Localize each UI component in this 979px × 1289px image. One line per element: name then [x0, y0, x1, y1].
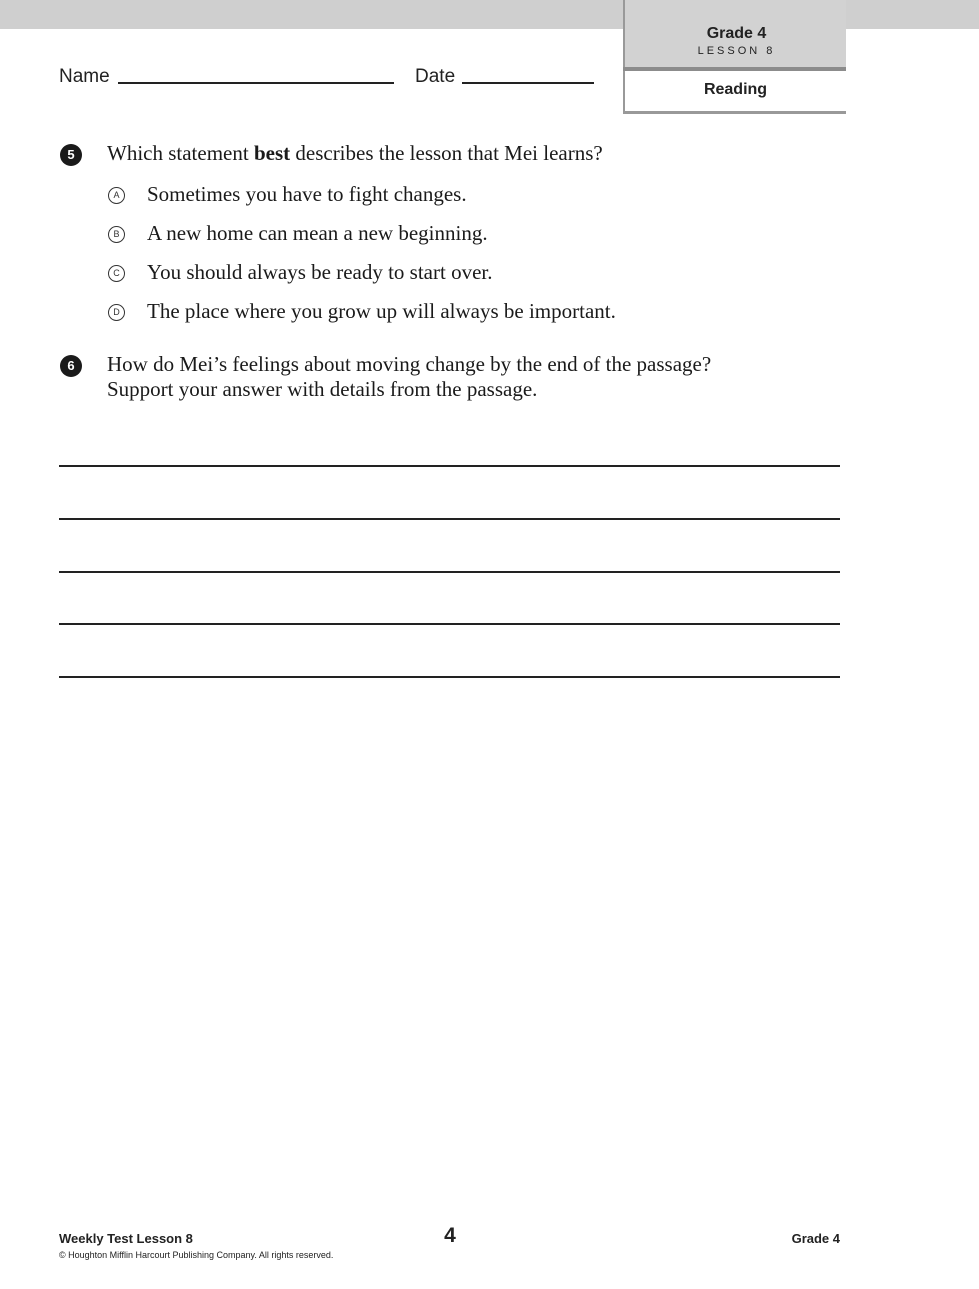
option-b-text[interactable]: A new home can mean a new beginning. [147, 221, 488, 245]
question-6-number: 6 [60, 355, 82, 377]
question-5-number: 5 [60, 144, 82, 166]
answer-line[interactable] [59, 465, 840, 467]
date-label: Date [415, 66, 456, 87]
tab-grade: Grade 4 [706, 25, 767, 42]
option-a-text[interactable]: Sometimes you have to fight changes. [147, 182, 467, 206]
option-d-bubble[interactable]: D [108, 304, 125, 321]
grade-lesson-tab [623, 0, 846, 114]
footer-test-name: Weekly Test Lesson 8 [59, 1231, 193, 1246]
question-5-text-bold: best [253, 141, 291, 165]
name-label: Name [59, 66, 110, 87]
question-5-prompt [107, 141, 603, 166]
question-5-text-before: Which statement [107, 141, 254, 165]
tab-lower [623, 71, 846, 114]
footer-grade: Grade 4 [791, 1231, 840, 1246]
tab-subject: Reading [703, 81, 768, 98]
option-a-bubble[interactable]: A [108, 187, 125, 204]
option-d-text[interactable]: The place where you grow up will always be important. [147, 299, 616, 323]
page-number: 4 [444, 1224, 456, 1247]
question-5-text-after: describes the lesson that Mei learns? [290, 141, 603, 165]
tab-upper [623, 0, 846, 67]
option-b-bubble[interactable]: B [108, 226, 125, 243]
answer-line[interactable] [59, 518, 840, 520]
answer-line[interactable] [59, 571, 840, 573]
option-c-bubble[interactable]: C [108, 265, 125, 282]
date-field[interactable] [462, 82, 594, 84]
answer-line[interactable] [59, 676, 840, 678]
footer-copyright: © Houghton Mifflin Harcourt Publishing Company. All rights reserved. [59, 1250, 334, 1260]
tab-lesson: LESSON 8 [697, 45, 776, 57]
question-6-line-2: Support your answer with details from the passage. [107, 377, 538, 401]
answer-line[interactable] [59, 623, 840, 625]
question-6-line-1: How do Mei’s feelings about moving change by the end of the passage? [107, 352, 712, 376]
name-field[interactable] [118, 82, 394, 84]
option-c-text[interactable]: You should always be ready to start over. [147, 260, 493, 284]
